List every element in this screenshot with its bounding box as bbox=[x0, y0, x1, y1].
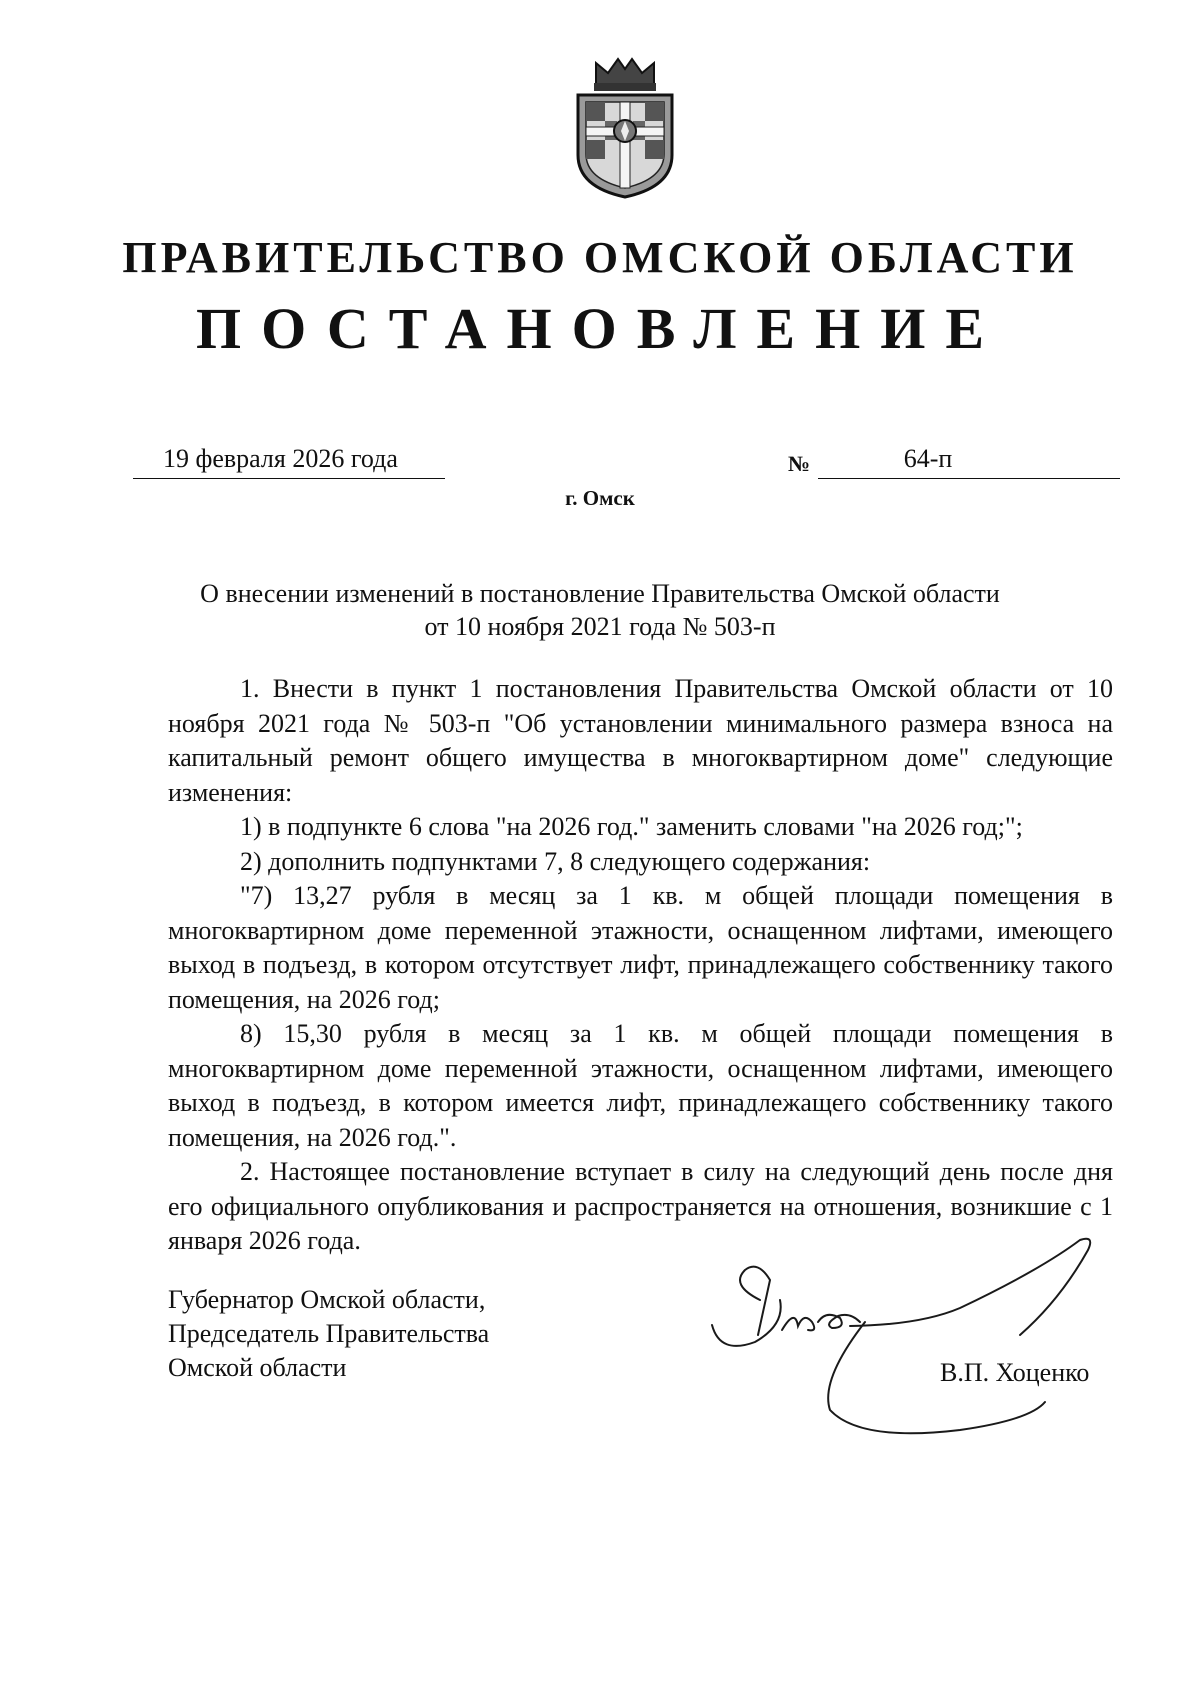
document-date-field bbox=[133, 444, 445, 479]
body-paragraph-6: 2. Настоящее постановление вступает в силу на следующий день после дня его официального опубликования и распространяется на отношения, возникшие с 1 января 2026 года. bbox=[168, 1157, 1113, 1255]
signer-position-line-2: Председатель Правительства bbox=[168, 1319, 490, 1348]
document-number: 64-п bbox=[903, 444, 953, 473]
body-paragraph-2: 1) в подпункте 6 слова "на 2026 год." заменить словами "на 2026 год;"; bbox=[240, 812, 1023, 841]
body-paragraph-4: "7) 13,27 рубля в месяц за 1 кв. м общей площади помещения в многоквартирном доме переменной этажности, оснащенном лифтами, имеющего выход в подъезд, в котором отсутствует лифт, принадлежащего собственнику такого помещения, на 2026 год; bbox=[168, 881, 1113, 1014]
issue-city: г. Омск bbox=[565, 486, 635, 510]
body-paragraph-3: 2) дополнить подпунктами 7, 8 следующего содержания: bbox=[240, 846, 871, 876]
body-paragraph-5: 8) 15,30 рубля в месяц за 1 кв. м общей площади помещения в многоквартирном доме переменной этажности, оснащенном лифтами, имеющего выход в подъезд, в котором имеется лифт, принадлежащего собственнику такого помещения, на 2026 год.". bbox=[168, 1019, 1113, 1152]
signer-position-line-3: Омской области bbox=[168, 1353, 347, 1382]
document-number-field bbox=[818, 444, 1120, 479]
signer-position bbox=[168, 1283, 628, 1385]
document-body bbox=[168, 672, 1113, 1259]
body-paragraph-1: 1. Внести в пункт 1 постановления Правительства Омской области от 10 ноября 2021 года № 503-п "Об установлении минимального размера взноса на капитальный ремонт общего имущества в многоквартирном доме" следующие изменения: bbox=[168, 674, 1113, 807]
subject-line-2: от 10 ноября 2021 года № 503-п bbox=[424, 612, 776, 641]
document-type-title: ПОСТАНОВЛЕНИЕ bbox=[195, 296, 1005, 361]
number-sign: № bbox=[788, 451, 811, 476]
document-date: 19 февраля 2026 года bbox=[163, 444, 398, 473]
coat-of-arms-icon bbox=[566, 55, 684, 200]
signer-position-line-1: Губернатор Омской области, bbox=[168, 1285, 486, 1314]
document-subject bbox=[150, 577, 1050, 643]
organization-title: ПРАВИТЕЛЬСТВО ОМСКОЙ ОБЛАСТИ bbox=[122, 233, 1078, 282]
subject-line-1: О внесении изменений в постановление Правительства Омской области bbox=[200, 579, 1000, 608]
signer-name: В.П. Хоценко bbox=[940, 1358, 1090, 1387]
handwritten-signature-icon bbox=[700, 1230, 1130, 1440]
